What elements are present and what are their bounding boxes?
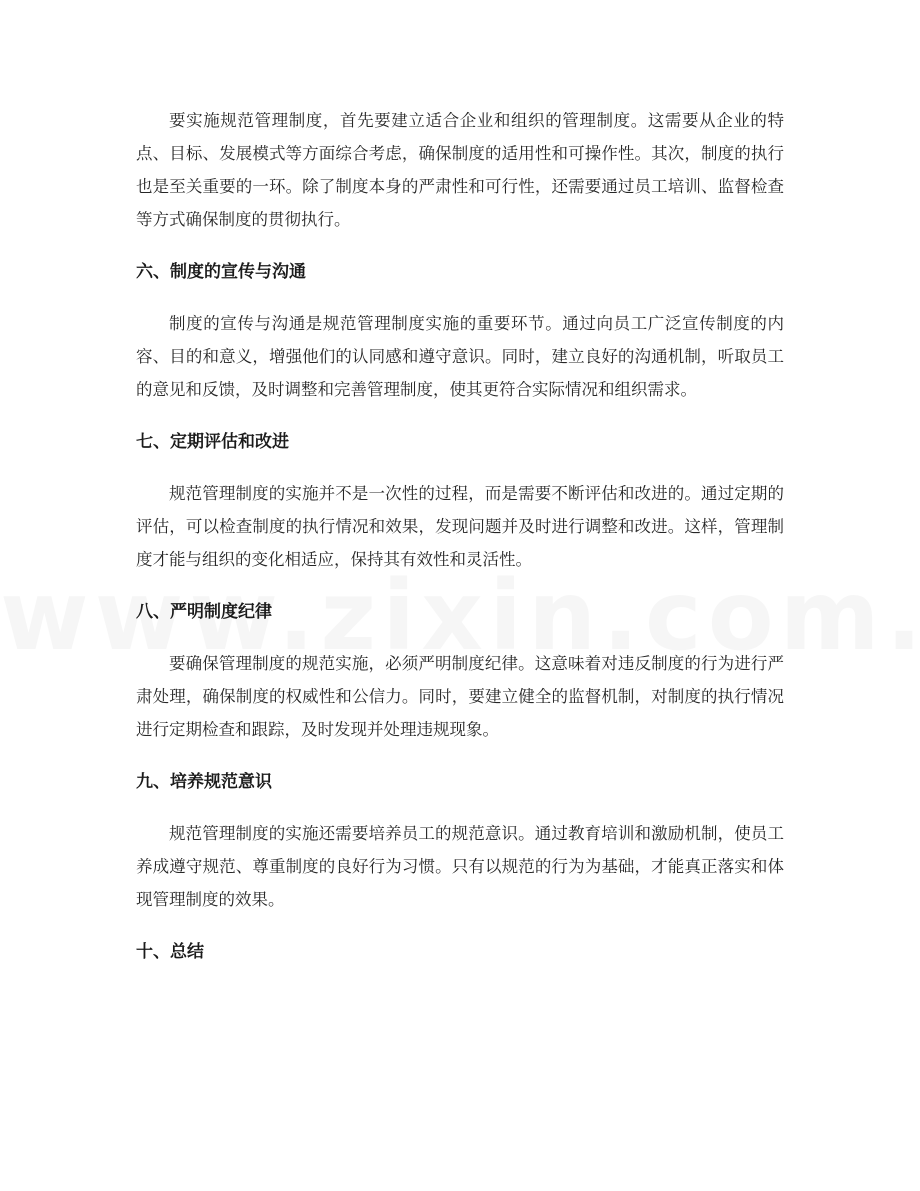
paragraph-discipline: 要确保管理制度的规范实施，必须严明制度纪律。这意味着对违反制度的行为进行严肃处理，确保制度的权威性和公信力。同时，要建立健全的监督机制，对制度的执行情况进行定期检查和跟踪，及时发现并处理违规现象。 <box>136 654 784 739</box>
section-heading-10: 十、总结 <box>136 942 204 962</box>
section-heading-6: 六、制度的宣传与沟通 <box>136 262 306 282</box>
document-body <box>136 104 784 969</box>
section-heading-7: 七、定期评估和改进 <box>136 432 289 452</box>
paragraph-evaluation: 规范管理制度的实施并不是一次性的过程，而是需要不断评估和改进的。通过定期的评估，可以检查制度的执行情况和效果，发现问题并及时进行调整和改进。这样，管理制度才能与组织的变化相适应，保持其有效性和灵活性。 <box>136 484 784 569</box>
paragraph-communication: 制度的宣传与沟通是规范管理制度实施的重要环节。通过向员工广泛宣传制度的内容、目的和意义，增强他们的认同感和遵守意识。同时，建立良好的沟通机制，听取员工的意见和反馈，及时调整和完善管理制度，使其更符合实际情况和组织需求。 <box>136 314 784 399</box>
paragraph-awareness: 规范管理制度的实施还需要培养员工的规范意识。通过教育培训和激励机制，使员工养成遵守规范、尊重制度的良好行为习惯。只有以规范的行为为基础，才能真正落实和体现管理制度的效果。 <box>136 824 784 909</box>
paragraph-implementation: 要实施规范管理制度，首先要建立适合企业和组织的管理制度。这需要从企业的特点、目标、发展模式等方面综合考虑，确保制度的适用性和可操作性。其次，制度的执行也是至关重要的一环。除了制度本身的严肃性和可行性，还需要通过员工培训、监督检查等方式确保制度的贯彻执行。 <box>136 111 784 229</box>
section-heading-8: 八、严明制度纪律 <box>136 602 272 622</box>
section-heading-9: 九、培养规范意识 <box>136 772 272 792</box>
